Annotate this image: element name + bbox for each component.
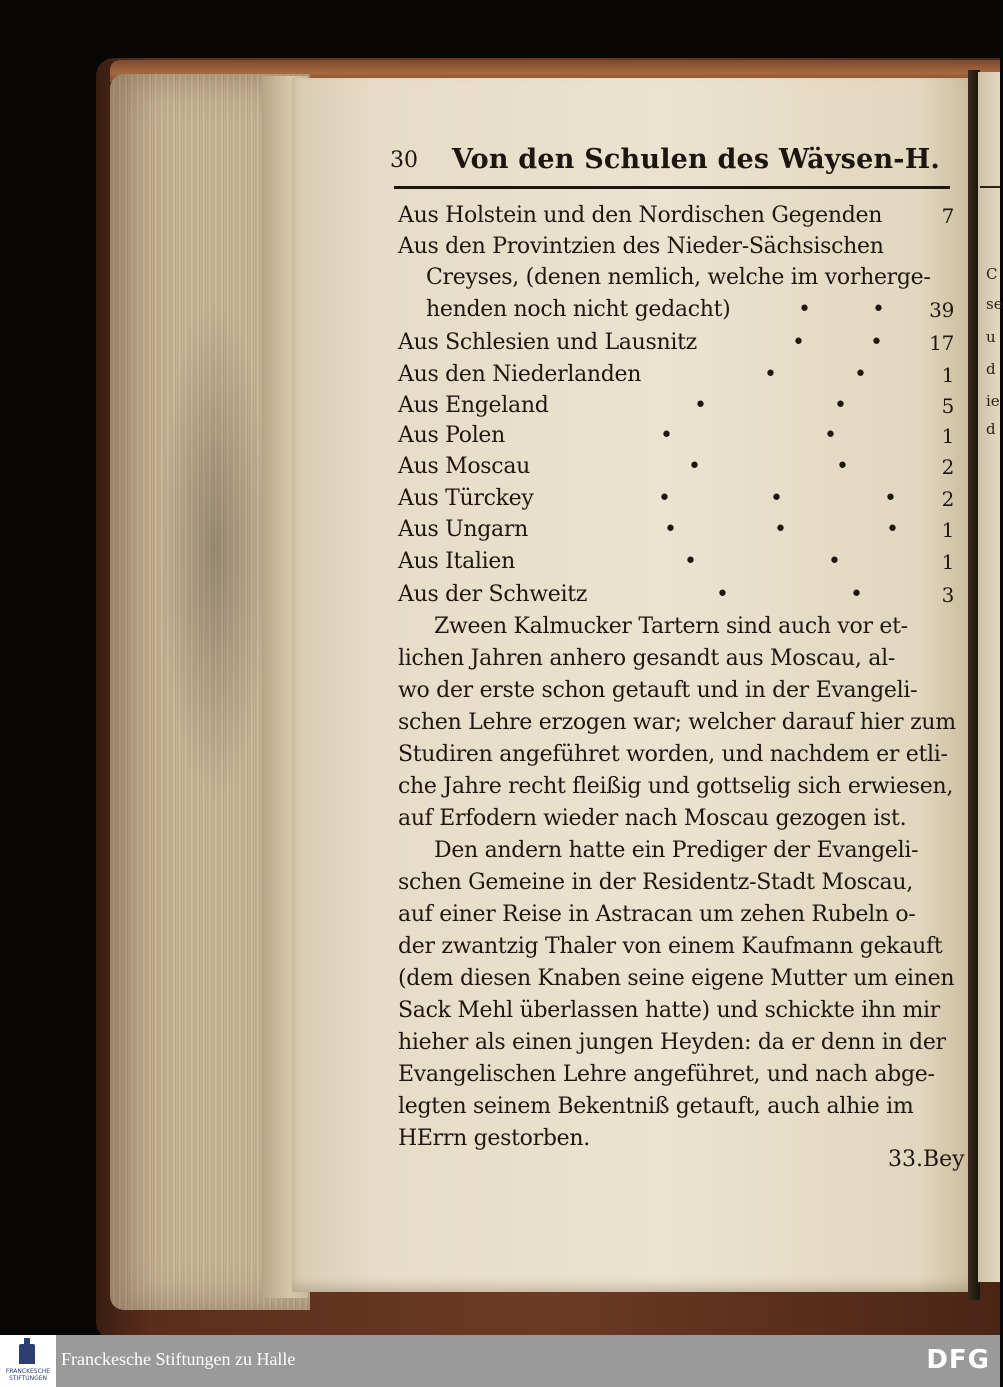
list-item: Aus den Niederlanden • • 1	[398, 360, 954, 390]
list-item	[426, 263, 954, 293]
list-item-label: Aus Italien	[398, 549, 515, 574]
list-item: Aus Polen • • 1	[398, 421, 954, 451]
paragraph-line: (dem diesen Knaben seine eigene Mutter um einen	[398, 966, 955, 991]
paragraph-line: che Jahre recht fleißig und gottselig sich erwiesen,	[398, 774, 954, 799]
paragraph-line: auf Erfodern wieder nach Moscau gezogen ist.	[398, 806, 907, 831]
list-item: Aus Moscau • • 2	[398, 452, 954, 482]
list-item: Aus Engeland • • 5	[398, 391, 954, 421]
facing-page-rule	[980, 186, 1000, 188]
list-item-label: Aus Schlesien und Lausnitz	[398, 330, 697, 355]
page-edge-stain	[160, 300, 270, 800]
logo-text: FRANCKESCHE STIFTUNGEN	[5, 1368, 51, 1382]
list-item: Aus Schlesien und Lausnitz • • 17	[398, 328, 954, 358]
list-item-label: Aus Ungarn	[398, 517, 528, 542]
header-rule	[394, 186, 950, 189]
list-item: Aus Ungarn • • • 1	[398, 515, 954, 545]
paragraph-line: HErrn gestorben.	[398, 1126, 590, 1151]
paragraph-line: der zwantzig Thaler von einem Kaufmann gekauft	[398, 934, 943, 959]
list-item-count: 1	[941, 363, 954, 387]
list-item: Aus Türckey • • • 2	[398, 484, 954, 514]
institution-name[interactable]: Franckesche Stiftungen zu Halle	[61, 1349, 296, 1369]
running-header	[390, 142, 950, 182]
paragraph-line: lichen Jahren anhero gesandt aus Moscau, al-	[398, 646, 895, 671]
list-item-label: Aus den Provintzien des Nieder-Sächsischen	[398, 234, 884, 259]
list-item-label: Aus der Schweitz	[398, 582, 588, 607]
page-number: 30	[390, 148, 418, 173]
list-item: henden noch nicht gedacht) • • 39	[426, 295, 954, 325]
list-item-count: 3	[941, 583, 954, 607]
paragraph-line: Zween Kalmucker Tartern sind auch vor et-	[434, 614, 908, 639]
facing-page-fragment: u	[986, 328, 996, 346]
list-item-label: Aus Polen	[398, 423, 506, 448]
list-item-label: Aus Türckey	[398, 486, 534, 511]
list-item: Aus der Schweitz • • 3	[398, 580, 954, 610]
list-item-count: 1	[941, 550, 954, 574]
list-item-count: 5	[941, 394, 954, 418]
list-item-count: 17	[929, 331, 954, 355]
list-item-label: henden noch nicht gedacht)	[426, 297, 731, 322]
paragraph-line: legten seinem Bekentniß getauft, auch alhie im	[398, 1094, 914, 1119]
list-item	[398, 201, 954, 231]
institution-logo[interactable]	[0, 1335, 56, 1387]
paragraph-line: Sack Mehl überlassen hatte) und schickte ihn mir	[398, 998, 940, 1023]
facing-page-fragment: se	[986, 295, 1003, 313]
list-item-label: Aus den Niederlanden	[398, 362, 642, 387]
paragraph-line: Evangelischen Lehre angeführet, und nach abge-	[398, 1062, 935, 1087]
facing-page-fragment: d	[986, 360, 996, 378]
paragraph-line: wo der erste schon getauft und in der Evangeli-	[398, 678, 918, 703]
list-item-label: Creyses, (denen nemlich, welche im vorherge-	[426, 265, 931, 290]
facing-page-edge	[978, 72, 1003, 1282]
paragraph-line: Den andern hatte ein Prediger der Evangeli-	[434, 838, 919, 863]
orphanage-building-icon	[19, 1344, 35, 1364]
list-item-count: 1	[941, 518, 954, 542]
running-title: Von den Schulen des Wäysen-H.	[452, 144, 941, 175]
list-item-count: 2	[941, 455, 954, 479]
paragraph-line: hieher als einen jungen Heyden: da er denn in der	[398, 1030, 946, 1055]
paragraph-line: schen Gemeine in der Residentz-Stadt Moscau,	[398, 870, 913, 895]
facing-page-fragment: C	[986, 265, 998, 283]
catchword: 33.Bey	[888, 1147, 965, 1172]
dfg-logo[interactable]: DFG	[926, 1345, 990, 1375]
list-item-count: 2	[941, 487, 954, 511]
facing-page-fragment: ie	[986, 392, 1000, 410]
list-item-count: 1	[941, 424, 954, 448]
list-item	[398, 232, 954, 262]
list-item-count: 39	[929, 298, 954, 322]
viewer-footer	[0, 1335, 1000, 1387]
facing-page-fragment: d	[986, 420, 996, 438]
paragraph-line: Studiren angeführet worden, und nachdem er etli-	[398, 742, 948, 767]
list-item-count: 7	[941, 204, 954, 228]
paragraph-line: auf einer Reise in Astracan um zehen Rubeln o-	[398, 902, 916, 927]
list-item-label: Aus Moscau	[398, 454, 531, 479]
list-item-label: Aus Engeland	[398, 393, 549, 418]
list-item: Aus Italien • • 1	[398, 547, 954, 577]
paragraph-line: schen Lehre erzogen war; welcher darauf hier zum	[398, 710, 956, 735]
list-item-label: Aus Holstein und den Nordischen Gegenden	[398, 203, 883, 228]
